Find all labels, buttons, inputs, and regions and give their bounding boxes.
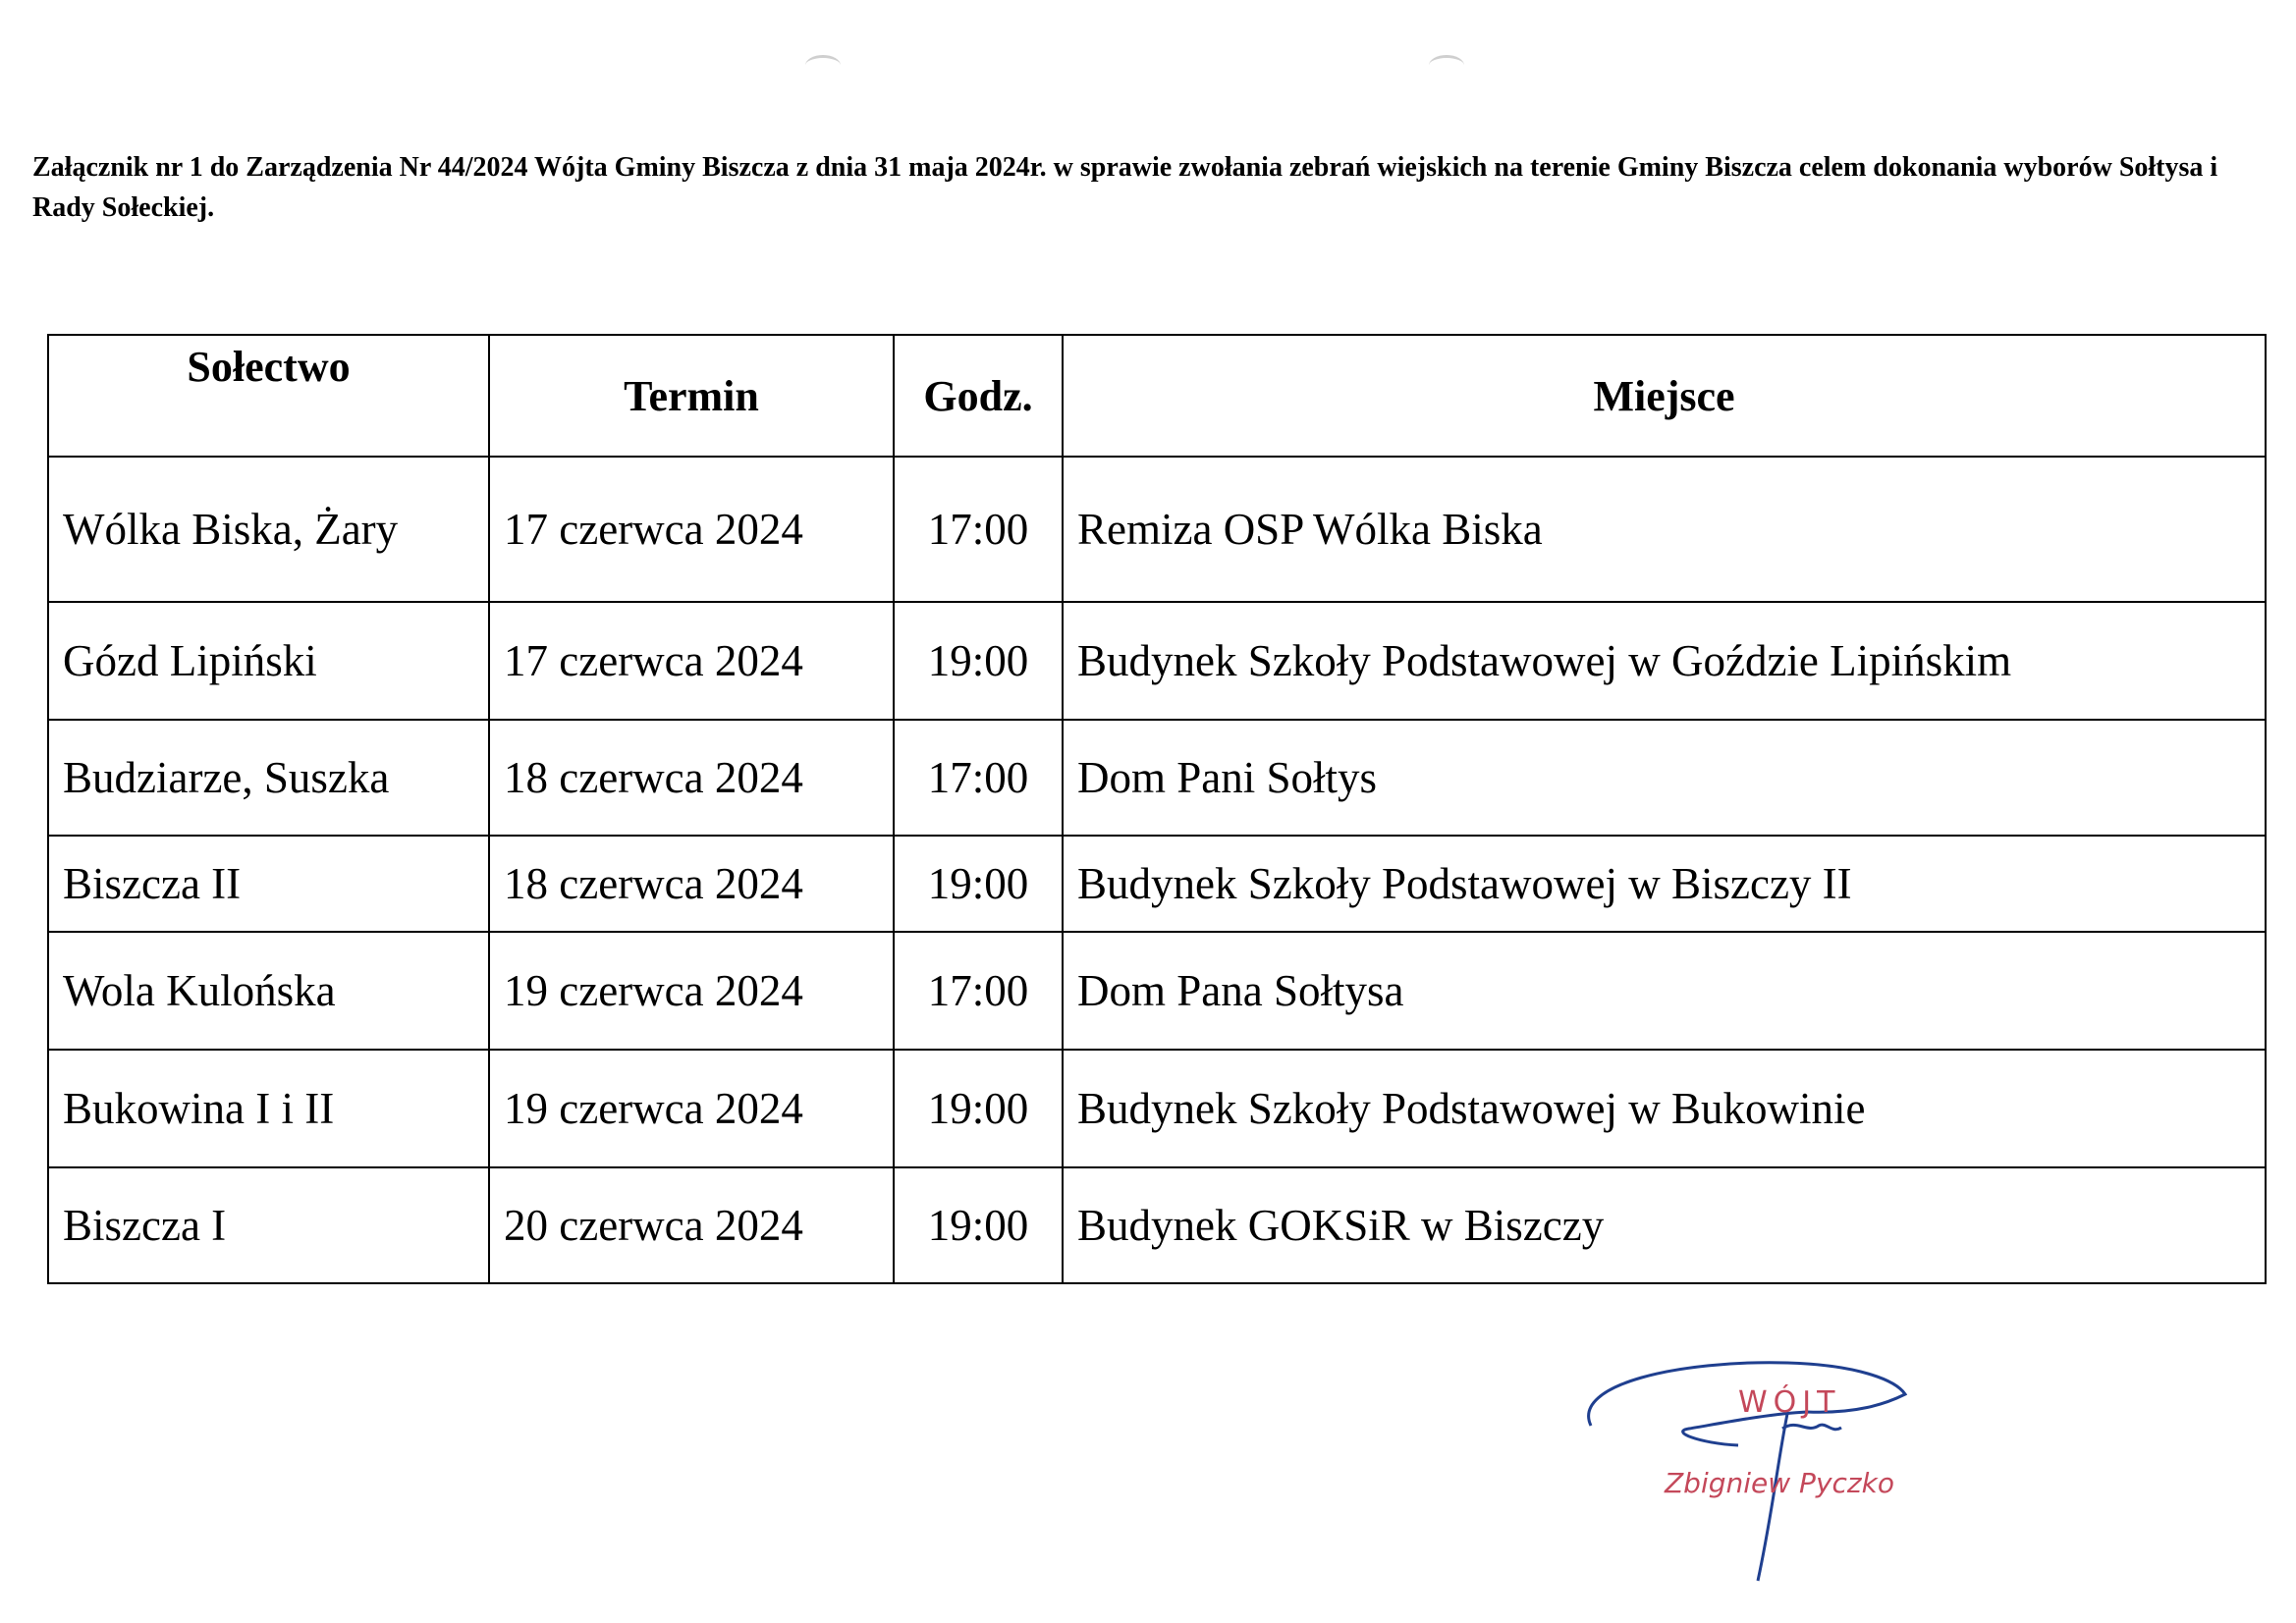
cell-solectwo: Biszcza II — [48, 836, 489, 932]
cell-solectwo: Bukowina I i II — [48, 1050, 489, 1167]
table-row — [48, 932, 2266, 1050]
wojt-stamp — [1561, 1355, 1974, 1591]
stamp-title: WÓJT — [1738, 1385, 1841, 1420]
cell-godz: 17:00 — [894, 932, 1063, 1050]
cell-termin: 17 czerwca 2024 — [489, 457, 894, 602]
table-row — [48, 1050, 2266, 1167]
punch-hole-mark-left — [805, 55, 841, 76]
table-row — [48, 836, 2266, 932]
cell-godz: 19:00 — [894, 1167, 1063, 1283]
cell-termin: 19 czerwca 2024 — [489, 1050, 894, 1167]
table-row — [48, 602, 2266, 720]
cell-godz: 19:00 — [894, 602, 1063, 720]
document-header: Załącznik nr 1 do Zarządzenia Nr 44/2024 Wójta Gminy Biszcza z dnia 31 maja 2024r. w sprawie zwołania zebrań wiejskich na terenie Gminy Biszcza celem dokonania wyborów Sołtysa i Rady Sołeckiej. — [32, 152, 2218, 223]
cell-solectwo: Gózd Lipiński — [48, 602, 489, 720]
column-header-miejsce: Miejsce — [1063, 335, 2266, 457]
cell-miejsce: Remiza OSP Wólka Biska — [1063, 457, 2266, 602]
cell-solectwo: Wólka Biska, Żary — [48, 457, 489, 602]
cell-solectwo: Budziarze, Suszka — [48, 720, 489, 836]
cell-miejsce: Budynek GOKSiR w Biszczy — [1063, 1167, 2266, 1283]
cell-termin: 18 czerwca 2024 — [489, 836, 894, 932]
cell-godz: 17:00 — [894, 457, 1063, 602]
stamp-name: Zbigniew Pyczko — [1665, 1467, 1894, 1499]
cell-godz: 19:00 — [894, 1050, 1063, 1167]
cell-miejsce: Budynek Szkoły Podstawowej w Bukowinie — [1063, 1050, 2266, 1167]
table-row — [48, 720, 2266, 836]
table-row — [48, 1167, 2266, 1283]
cell-termin: 17 czerwca 2024 — [489, 602, 894, 720]
column-header-godz: Godz. — [894, 335, 1063, 457]
column-header-solectwo: Sołectwo — [48, 335, 489, 457]
stamp-graphic — [1561, 1355, 1974, 1591]
cell-miejsce: Budynek Szkoły Podstawowej w Biszczy II — [1063, 836, 2266, 932]
cell-termin: 18 czerwca 2024 — [489, 720, 894, 836]
cell-termin: 19 czerwca 2024 — [489, 932, 894, 1050]
table-header-row — [48, 335, 2266, 457]
cell-godz: 17:00 — [894, 720, 1063, 836]
cell-miejsce: Dom Pana Sołtysa — [1063, 932, 2266, 1050]
cell-godz: 19:00 — [894, 836, 1063, 932]
meetings-table — [47, 334, 2267, 1284]
punch-hole-mark-right — [1429, 55, 1464, 76]
cell-miejsce: Dom Pani Sołtys — [1063, 720, 2266, 836]
table-row — [48, 457, 2266, 602]
cell-solectwo: Wola Kulońska — [48, 932, 489, 1050]
column-header-termin: Termin — [489, 335, 894, 457]
cell-termin: 20 czerwca 2024 — [489, 1167, 894, 1283]
cell-solectwo: Biszcza I — [48, 1167, 489, 1283]
cell-miejsce: Budynek Szkoły Podstawowej w Goździe Lipińskim — [1063, 602, 2266, 720]
